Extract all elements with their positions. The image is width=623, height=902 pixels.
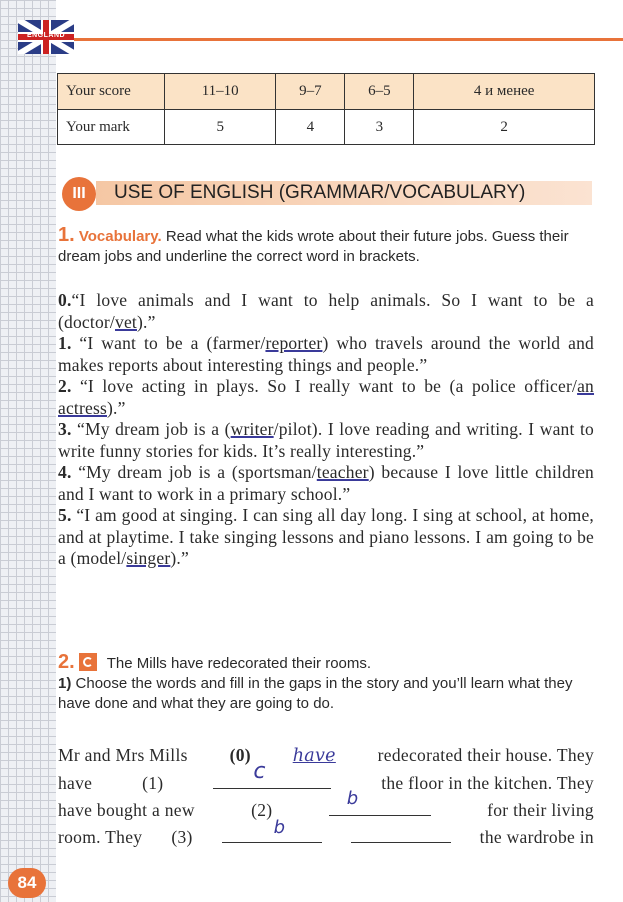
task2-instructions — [58, 652, 598, 714]
story-line: have bought a new (2) b for their living — [58, 797, 594, 824]
task1-items — [58, 290, 594, 570]
table-cell: Your score — [58, 74, 165, 110]
gap-blank[interactable] — [213, 759, 331, 789]
table-cell: Your mark — [58, 110, 165, 145]
table-cell: 4 и менее — [414, 74, 595, 110]
story-line: room. They (3) b the wardrobe in — [58, 824, 594, 851]
handwritten-answer: c — [253, 759, 266, 784]
gap-blank[interactable] — [329, 788, 431, 816]
answer-underline: vet — [115, 311, 137, 332]
list-item: 2. “I love acting in plays. So I really want to be (a police officer/an actress).” — [58, 376, 595, 418]
task-text: Read what the kids wrote about their future jobs. Guess their dream jobs and underline the correct word in brackets. — [58, 228, 569, 265]
table-cell: 5 — [165, 110, 276, 145]
answer-underline: teacher — [316, 462, 369, 482]
answer-underline: an actress — [58, 376, 595, 418]
handwritten-answer: b — [346, 788, 359, 809]
answer-underline: singer — [126, 548, 171, 568]
section-numeral: III — [62, 177, 96, 211]
table-cell: 9–7 — [276, 74, 345, 110]
answer-underline: writer — [230, 419, 274, 439]
page-number: 84 — [8, 868, 46, 898]
task-label: Vocabulary. — [78, 228, 162, 245]
section-header — [56, 177, 596, 211]
score-table — [57, 73, 595, 145]
handwritten-answer: have — [292, 746, 336, 766]
grid-margin — [0, 0, 56, 902]
task-number: 2. — [58, 651, 75, 673]
flag-label: ENGLAND — [26, 32, 66, 39]
answer-underline: reporter — [265, 333, 323, 353]
list-item: 4. “My dream job is a (sportsman/teacher) because I love little children and I want to work in a primary school.” — [58, 462, 595, 504]
gap-fill-story — [58, 742, 594, 851]
header-rule — [56, 38, 623, 41]
list-item: 1. “I want to be a (farmer/reporter) who travels around the world and makes reports about interesting things and people.” — [58, 333, 594, 375]
table-cell: 2 — [414, 110, 595, 145]
list-item: 0.“I love animals and I want to help animals. So I want to be a (doctor/vet).” — [58, 290, 594, 332]
table-row — [58, 110, 595, 145]
gap-blank[interactable] — [351, 826, 451, 843]
story-line: Mr and Mrs Mills (0) have redecorated their house. They — [58, 742, 594, 770]
task-text: The Mills have redecorated their rooms. — [106, 655, 372, 672]
list-item: 3. “My dream job is a (writer/pilot). I love reading and writing. I want to write funny stories for kids. It’s really interesting.” — [58, 419, 595, 461]
handwritten-answer: b — [273, 817, 286, 838]
table-cell: 3 — [345, 110, 414, 145]
table-cell: 6–5 — [345, 74, 414, 110]
subtask-number: 1) — [58, 675, 72, 692]
list-item: 5. “I am good at singing. I can sing all day long. I sing at school, at home, and at playtime. I take singing lessons and piano lessons. I am going to be a (model/singer).” — [58, 505, 594, 568]
task1-instructions — [58, 225, 598, 267]
subtask-text: Choose the words and fill in the gaps in the story and you’ll learn what they have done and what they are going to do. — [58, 675, 573, 712]
table-cell: 4 — [276, 110, 345, 145]
table-cell: 11–10 — [165, 74, 276, 110]
flag-icon — [18, 20, 74, 54]
table-row — [58, 74, 595, 110]
section-title: USE OF ENGLISH (GRAMMAR/VOCABULARY) — [114, 182, 526, 203]
gap-blank[interactable] — [222, 817, 322, 843]
task-number: 1. — [58, 224, 75, 246]
story-line: have (1) c the floor in the kitchen. They — [58, 759, 594, 793]
header-area — [56, 0, 623, 37]
cd-icon — [79, 653, 97, 671]
